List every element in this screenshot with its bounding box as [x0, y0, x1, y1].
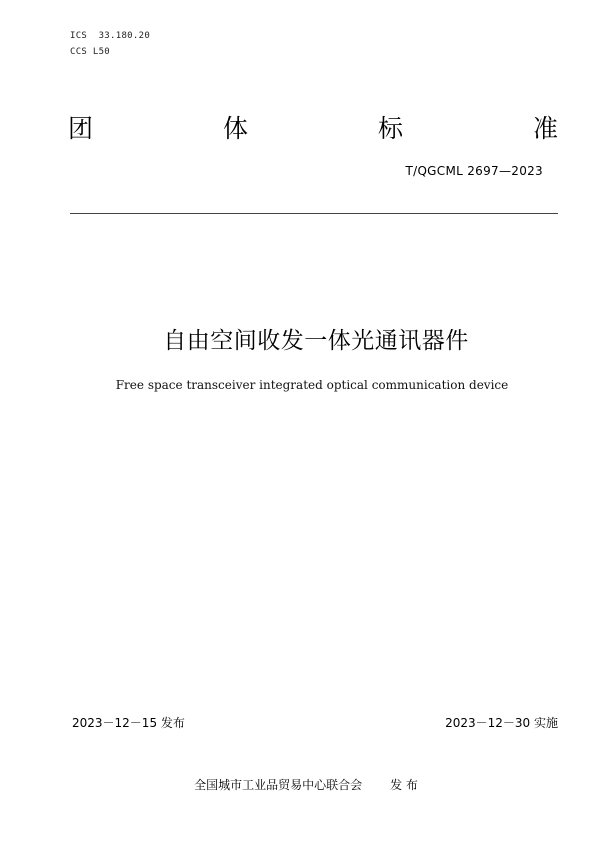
ics-code: ICS 33.180.20 [70, 31, 151, 41]
standard-type-char: 标 [377, 114, 403, 143]
ccs-code: CCS L50 [70, 47, 111, 57]
issue-date: 2023－12－15 发布 [72, 716, 185, 730]
standard-number: T/QGCML 2697—2023 [405, 164, 543, 178]
header-divider [70, 213, 558, 214]
standard-type-char: 团 [68, 114, 94, 143]
publisher-name: 全国城市工业品贸易中心联合会 [194, 778, 363, 792]
standard-type-heading [68, 114, 558, 144]
standard-type-char: 准 [532, 114, 558, 143]
document-title-english: Free space transceiver integrated optical communication device [115, 378, 509, 392]
classification-codes [70, 28, 150, 60]
document-title-chinese: 自由空间收发一体光通讯器件 [163, 328, 469, 354]
publisher-line [0, 777, 600, 793]
standard-type-char: 体 [222, 114, 248, 143]
implementation-date: 2023－12－30 实施 [445, 716, 558, 730]
publisher-action: 发 布 [390, 778, 418, 792]
